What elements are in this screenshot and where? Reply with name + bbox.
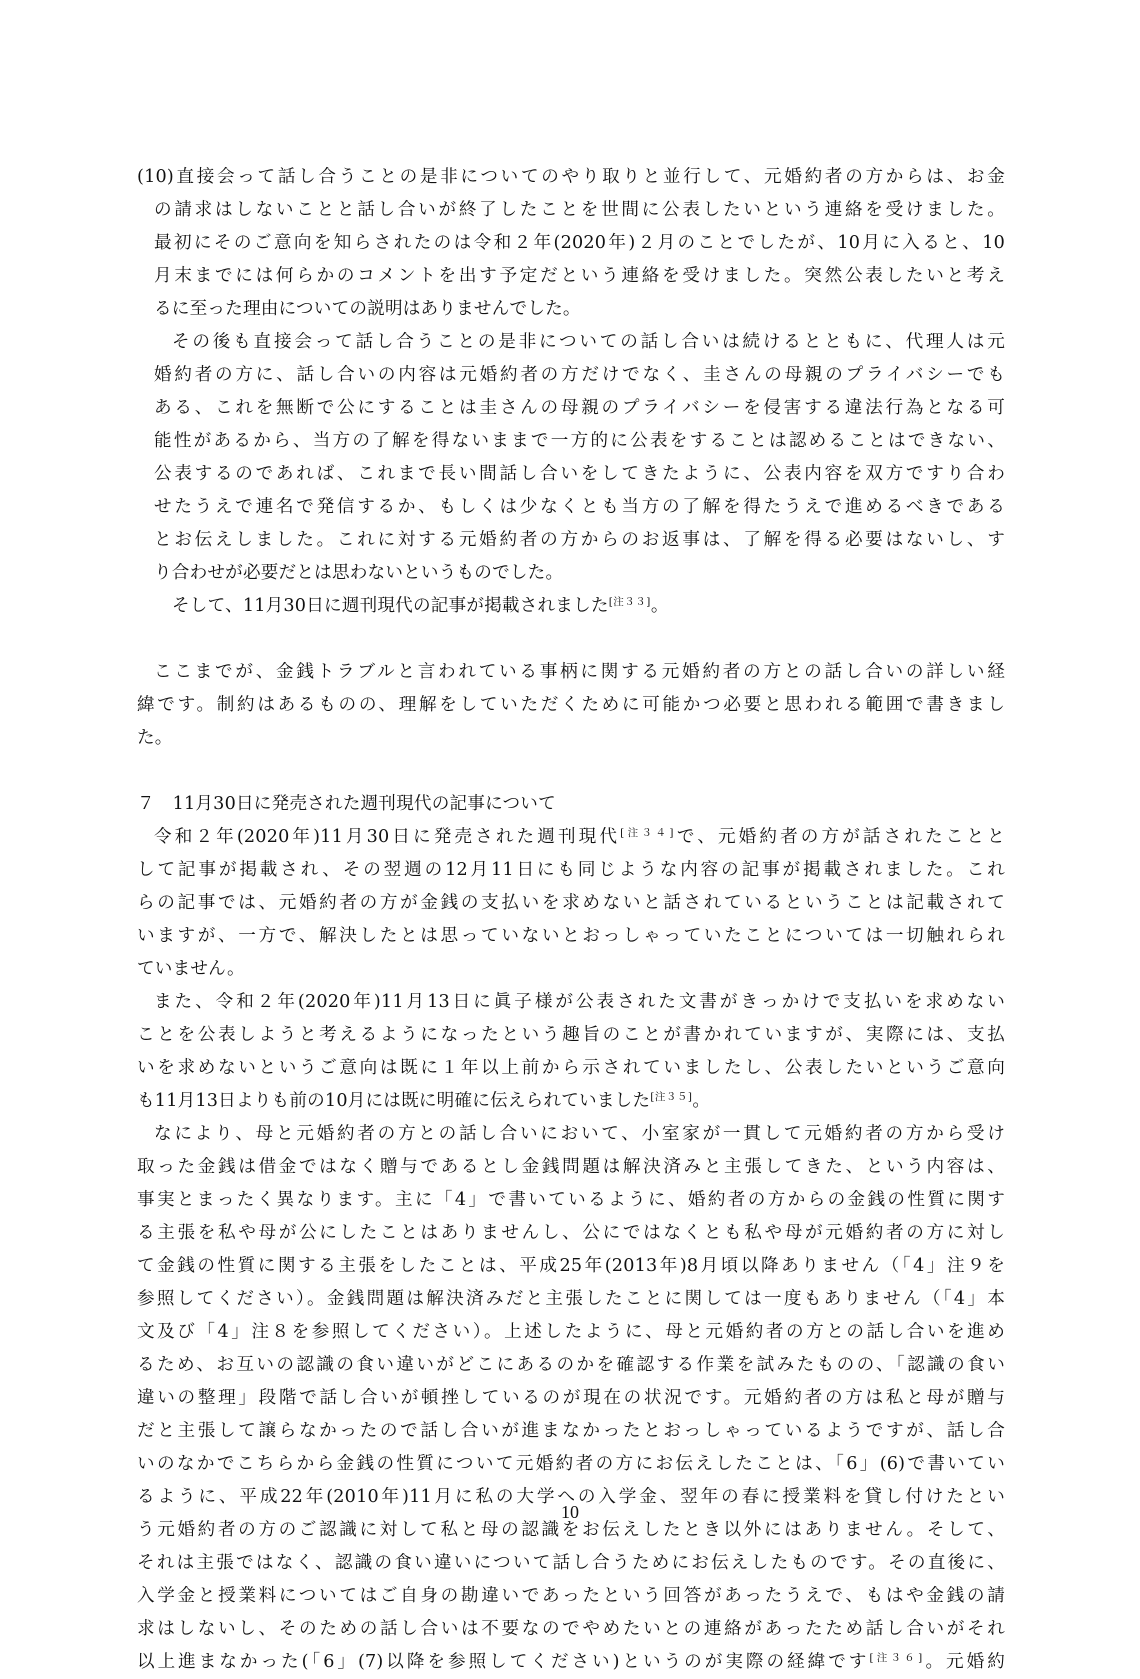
- summary-paragraph: [137, 656, 1005, 755]
- text-line: ここまでが、金銭トラブルと言われている事柄に関する元婚約者の方との話し合いの詳しい経: [154, 662, 1005, 682]
- text-line: 緯です。制約はあるものの、理解をしていただくために可能かつ必要と思われる範囲で書きまし: [137, 695, 1005, 715]
- text-line: て金銭の性質に関する主張をしたことは、平成25年(2013年)8月頃以降ありません（「4」注９を: [137, 1256, 1005, 1276]
- text-fragment: 令和２年(2020年)11月30日に発売された週刊現代: [154, 827, 621, 847]
- footnote-ref: [注３３]: [608, 596, 651, 608]
- footnote-ref: [注３６]: [869, 1652, 923, 1664]
- text-fragment: 。元婚約: [922, 1652, 1005, 1672]
- text-line: [137, 1646, 1005, 1679]
- text-line: 文及び「4」注８を参照してください）。上述したように、母と元婚約者の方との話し合いを進め: [137, 1322, 1005, 1342]
- text-line: 月末までには何らかのコメントを出す予定だという連絡を受けました。突然公表したいと考え: [154, 266, 1005, 286]
- text-line: ことを公表しようと考えるようになったという趣旨のことが書かれていますが、実際には、支払: [137, 1025, 1005, 1045]
- text-line: 公表するのであれば、これまで長い間話し合いをしてきたように、公表内容を双方ですり合わ: [154, 464, 1005, 484]
- section-7: [137, 788, 1005, 1679]
- text-line: 参照してください）。金銭問題は解決済みだと主張したことに関しては一度もありません（「4」本: [137, 1289, 1005, 1309]
- text-line: の請求はしないことと話し合いが終了したことを世間に公表したいという連絡を受けました。: [154, 200, 1005, 220]
- text-line: せたうえで連名で発信するか、もしくは少なくとも当方の了解を得たうえで進めるべきである: [154, 497, 1005, 517]
- text-line: るため、お互いの認識の食い違いがどこにあるのかを確認する作業を試みたものの、「認識の食い: [137, 1355, 1005, 1375]
- text-line: いますが、一方で、解決したとは思っていないとおっしゃっていたことについては一切触れられ: [137, 926, 1005, 946]
- text-line: 事実とまったく異なります。主に「4」で書いているように、婚約者の方からの金銭の性質に関す: [137, 1190, 1005, 1210]
- text-line: ていません。: [137, 959, 245, 979]
- text-line: 能性があるから、当方の了解を得ないままで一方的に公表をすることは認めることはできない、: [154, 431, 1005, 451]
- text-fragment: で、元婚約者の方が話されたことと: [673, 827, 1005, 847]
- text-fragment: 以上進まなかった(「6」(7)以降を参照してください)というのが実際の経緯です: [137, 1652, 870, 1672]
- text-line: [137, 590, 1005, 623]
- text-line: るように、平成22年(2010年)11月に私の大学への入学金、翌年の春に授業料を貸し付けたとい: [137, 1487, 1005, 1507]
- text-line: [137, 821, 1005, 854]
- blank-line: [137, 623, 1005, 656]
- text-line: た。: [137, 728, 173, 748]
- text-line: ある、これを無断で公にすることは圭さんの母親のプライバシーを侵害する違法行為となる可: [154, 398, 1005, 418]
- text-line: とお伝えしました。これに対する元婚約者の方からのお返事は、了解を得る必要はないし、す: [154, 530, 1005, 550]
- document-body: [137, 161, 1005, 1679]
- text-line: また、令和２年(2020年)11月13日に眞子様が公表された文書がきっかけで支払いを求めない: [154, 992, 1005, 1012]
- text-line: 取った金銭は借金ではなく贈与であるとし金銭問題は解決済みと主張してきた、という内容は、: [137, 1157, 1005, 1177]
- text-line: り合わせが必要だとは思わないというものでした。: [154, 563, 564, 583]
- text-line: だと主張して譲らなかったので話し合いが進まなかったとおっしゃっているようですが、話し合: [137, 1421, 1005, 1441]
- text-fragment: も11月13日よりも前の10月には既に明確に伝えられていました: [137, 1091, 651, 1111]
- text-line: [137, 1085, 1005, 1118]
- text-line: いを求めないというご意向は既に１年以上前から示されていましたし、公表したいというご意向: [137, 1058, 1005, 1078]
- paragraph-10: [137, 161, 1005, 623]
- text-line: 違いの整理」段階で話し合いが頓挫しているのが現在の状況です。元婚約者の方は私と母が贈与: [137, 1388, 1005, 1408]
- text-line: して記事が掲載され、その翌週の12月11日にも同じような内容の記事が掲載されました。これ: [137, 860, 1005, 880]
- section-heading: ７ 11月30日に発売された週刊現代の記事について: [137, 794, 556, 814]
- text-line: るに至った理由についての説明はありませんでした。: [154, 299, 581, 319]
- text-line: 婚約者の方に、話し合いの内容は元婚約者の方だけでなく、圭さんの母親のプライバシーでも: [154, 365, 1005, 385]
- text-line: なにより、母と元婚約者の方との話し合いにおいて、小室家が一貫して元婚約者の方から受け: [154, 1124, 1005, 1144]
- page-number: 10: [561, 1502, 579, 1522]
- text-fragment: そして、11月30日に週刊現代の記事が掲載されました: [172, 596, 609, 616]
- text-fragment: 。: [692, 1091, 711, 1111]
- text-line: る主張を私や母が公にしたことはありませんし、公にではなくとも私や母が元婚約者の方に対し: [137, 1223, 1005, 1243]
- text-line: う元婚約者の方のご認識に対して私と母の認識をお伝えしたとき以外にはありません。そして、: [137, 1520, 1005, 1540]
- text-line: いのなかでこちらから金銭の性質について元婚約者の方にお伝えしたことは、「6」(6)で書いてい: [137, 1454, 1005, 1474]
- footnote-ref: [注３５]: [650, 1091, 693, 1103]
- text-line: 求はしないし、そのための話し合いは不要なのでやめたいとの連絡があったため話し合いがそれ: [137, 1619, 1005, 1639]
- text-line: (10)直接会って話し合うことの是非についてのやり取りと並行して、元婚約者の方からは、お金: [137, 167, 1005, 187]
- text-fragment: 。: [650, 596, 669, 616]
- text-line: らの記事では、元婚約者の方が金銭の支払いを求めないと話されているということは記載されて: [137, 893, 1005, 913]
- text-line: 入学金と授業料についてはご自身の勘違いであったという回答があったうえで、もはや金銭の請: [137, 1586, 1005, 1606]
- text-line: 最初にそのご意向を知らされたのは令和２年(2020年)２月のことでしたが、10月に入ると、10: [154, 233, 1005, 253]
- text-line: それは主張ではなく、認識の食い違いについて話し合うためにお伝えしたものです。その直後に、: [137, 1553, 1005, 1573]
- text-line: その後も直接会って話し合うことの是非についての話し合いは続けるとともに、代理人は元: [172, 332, 1005, 352]
- footnote-ref: [注３４]: [620, 827, 674, 839]
- blank-line: [137, 755, 1005, 788]
